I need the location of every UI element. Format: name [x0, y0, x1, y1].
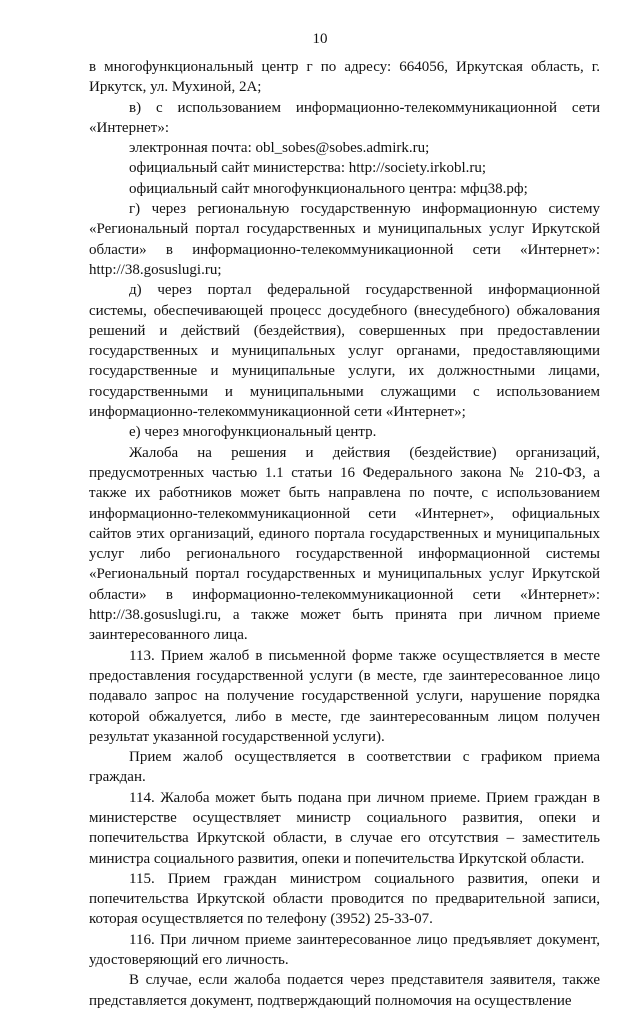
paragraph-114: 114. Жалоба может быть подана при личном приеме. Прием граждан в министерстве осуществляет министр социального развития, опеки и попечительства Иркутской области, в случае его отсутствия – заместитель министра социального развития, опеки и попечительства Иркутской области. — [89, 789, 600, 867]
page-number: 10 — [312, 31, 328, 47]
paragraph-113: 113. Прием жалоб в письменной форме также осуществляется в месте предоставления государственной услуги (в месте, где заинтересованное лицо подавало запрос на получение государственной услуги, нарушение порядка которой обжалуется, либо в месте, где заинтересованным лицом получен результат указанной государственной услуги). — [89, 647, 600, 745]
paragraph-federal-portal: д) через портал федеральной государственной информационной системы, обеспечивающей процесс досудебного (внесудебного) обжалования решений и действий (бездействия), совершенных при предоставлении государственных и муниципальных услуг органами, предоставляющими государственные и муниципальные услуги, их должностными лицами, государственными и муниципальными служащими с использованием информационно-телекоммуникационной сети «Интернет»; — [89, 282, 600, 421]
paragraph-mfc-site: официальный сайт многофункционального центра: мфц38.рф; — [129, 180, 528, 197]
paragraph-116: 116. При личном приеме заинтересованное лицо предъявляет документ, удостоверяющий его личность. — [89, 931, 600, 969]
paragraph-regional-portal: г) через региональную государственную информационную систему «Региональный портал государственных и муниципальных услуг Иркутской области» в информационно-телекоммуникационной сети «Интернет»: http://38.gosuslugi.ru; — [89, 201, 600, 278]
paragraph-mfc-address: в многофункциональный центр г по адресу: 664056, Иркутская область, г. Иркутск, ул. Мухиной, 2А; — [89, 59, 600, 96]
paragraph-ministry-site: официальный сайт министерства: http://society.irkobl.ru; — [129, 160, 487, 177]
paragraph-email: электронная почта: obl_sobes@sobes.admirk.ru; — [129, 140, 430, 157]
paragraph-internet-channel: в) с использованием информационно-телекоммуникационной сети «Интернет»: — [89, 99, 600, 136]
paragraph-schedule: Прием жалоб осуществляется в соответствии с графиком приема граждан. — [89, 749, 600, 786]
paragraph-115: 115. Прием граждан министром социального развития, опеки и попечительства Иркутской области проводится по предварительной записи, которая осуществляется по телефону (3952) 25-33-07. — [89, 870, 600, 928]
document-body — [89, 57, 600, 1011]
paragraph-via-mfc: е) через многофункциональный центр. — [129, 424, 377, 441]
paragraph-organizations-complaint: Жалоба на решения и действия (бездействие) организаций, предусмотренных частью 1.1 статьи 16 Федерального закона № 210-ФЗ, а также их работников может быть направлена по почте, с использованием информационно-телекоммуникационной сети «Интернет», официальных сайтов этих организаций, единого портала государственных и муниципальных услуг либо регионального государственной информационной системы «Региональный портал государственных и муниципальных услуг Иркутской области» в информационно-телекоммуникационной сети «Интернет»: http://38.gosuslugi.ru, а также может быть принята при личном приеме заинтересованного лица. — [89, 444, 600, 644]
paragraph-representative: В случае, если жалоба подается через представителя заявителя, также представляется документ, подтверждающий полномочия на осуществление — [89, 972, 600, 1009]
